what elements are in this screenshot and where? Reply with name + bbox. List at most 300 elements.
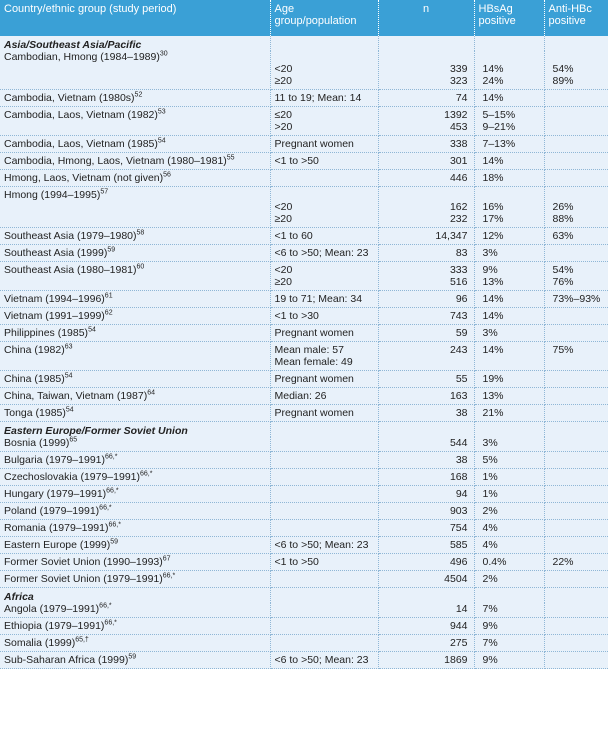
- reference-number: 63: [64, 343, 73, 351]
- group-cell: [0, 51, 270, 90]
- antihbc-cell: [544, 308, 608, 325]
- table-row: [0, 245, 608, 262]
- age-cell-value: 19 to 71; Mean: 34: [274, 293, 363, 305]
- reference-number: 66,*: [106, 487, 119, 495]
- group-cell: [0, 469, 270, 486]
- reference-number: 66,*: [140, 470, 153, 478]
- age-cell: [270, 405, 378, 422]
- section-label: Eastern Europe/Former Soviet Union: [0, 422, 270, 438]
- hbsag-cell-value: 5%: [482, 454, 498, 466]
- hbsag-cell: [474, 486, 544, 503]
- n-cell-value: 232: [449, 213, 468, 225]
- group-name: Cambodia, Vietnam (1980s): [4, 92, 135, 104]
- antihbc-cell: [544, 170, 608, 187]
- hbsag-cell: [474, 388, 544, 405]
- n-cell-value: 338: [449, 138, 468, 150]
- n-cell: [378, 554, 474, 571]
- antihbc-cell: [544, 635, 608, 652]
- hbsag-cell-value: 4%: [482, 522, 498, 534]
- n-cell: [378, 388, 474, 405]
- reference-number: 52: [134, 91, 143, 99]
- antihbc-cell: [544, 245, 608, 262]
- table-row: [0, 291, 608, 308]
- n-cell: [378, 228, 474, 245]
- age-cell: [270, 469, 378, 486]
- group-name: Czechoslovakia (1979–1991): [4, 471, 141, 483]
- group-cell: [0, 342, 270, 371]
- age-cell: [270, 308, 378, 325]
- antihbc-cell-value: 63%: [552, 230, 574, 242]
- n-cell: [378, 308, 474, 325]
- hbsag-cell-value: 24%: [482, 75, 504, 87]
- header-antihbc: Anti-HBc positive: [544, 0, 608, 36]
- n-cell: [378, 371, 474, 388]
- group-name: Vietnam (1991–1999): [4, 310, 105, 322]
- reference-number: 66,*: [108, 521, 121, 529]
- n-cell: [378, 325, 474, 342]
- group-name: Southeast Asia (1979–1980): [4, 230, 137, 242]
- n-cell-value: 243: [449, 344, 468, 356]
- hbsag-cell: [474, 245, 544, 262]
- table-row: [0, 371, 608, 388]
- antihbc-cell: [544, 603, 608, 618]
- reference-number: 67: [162, 555, 171, 563]
- antihbc-cell: [544, 437, 608, 452]
- reference-number: 30: [159, 50, 168, 58]
- hbsag-cell-value: 1%: [482, 471, 498, 483]
- hbsag-cell: [474, 342, 544, 371]
- group-cell: [0, 486, 270, 503]
- n-cell-value: 446: [449, 172, 468, 184]
- age-cell-value: <6 to >50; Mean: 23: [274, 539, 369, 551]
- age-cell: [270, 170, 378, 187]
- age-cell-value: <6 to >50; Mean: 23: [274, 247, 369, 259]
- hbsag-cell-value: 14%: [482, 310, 504, 322]
- age-cell: [270, 520, 378, 537]
- table-row: [0, 618, 608, 635]
- n-cell: [378, 90, 474, 107]
- group-name: Hmong (1994–1995): [4, 189, 101, 201]
- hbsag-cell: [474, 571, 544, 588]
- section-europe: [0, 422, 608, 438]
- hbsag-cell: [474, 187, 544, 228]
- age-cell: [270, 291, 378, 308]
- n-cell-value: 339: [449, 63, 468, 75]
- group-cell: [0, 603, 270, 618]
- n-cell-value: 903: [449, 505, 468, 517]
- antihbc-cell: [544, 469, 608, 486]
- age-cell: [270, 571, 378, 588]
- group-cell: [0, 537, 270, 554]
- antihbc-cell: [544, 388, 608, 405]
- n-cell: [378, 405, 474, 422]
- age-cell-value: <20: [274, 264, 293, 276]
- age-cell-value: <20: [274, 63, 293, 75]
- group-cell: [0, 291, 270, 308]
- reference-number: 65: [69, 436, 78, 444]
- n-cell-value: 544: [449, 437, 468, 449]
- hbsag-cell-value: 9%: [482, 654, 498, 666]
- n-cell: [378, 291, 474, 308]
- reference-number: 61: [104, 292, 113, 300]
- hbsag-cell-value: 17%: [482, 213, 504, 225]
- table-row: [0, 388, 608, 405]
- n-cell-value: 585: [449, 539, 468, 551]
- hbsag-cell-value: 13%: [482, 390, 504, 402]
- antihbc-cell: [544, 136, 608, 153]
- age-cell-value: Pregnant women: [274, 327, 354, 339]
- group-cell: [0, 571, 270, 588]
- age-cell: [270, 452, 378, 469]
- antihbc-cell-value: 26%: [552, 201, 574, 213]
- n-cell-value: 516: [449, 276, 468, 288]
- hbsag-cell: [474, 652, 544, 669]
- table-row: [0, 469, 608, 486]
- group-cell: [0, 308, 270, 325]
- group-cell: [0, 405, 270, 422]
- hbsag-cell-value: 3%: [482, 247, 498, 259]
- group-cell: [0, 187, 270, 228]
- table-row: [0, 187, 608, 228]
- hbsag-cell-value: 14%: [482, 63, 504, 75]
- reference-number: 59: [107, 246, 116, 254]
- antihbc-cell-value: 73%–93%: [552, 293, 601, 305]
- n-cell-value: 743: [449, 310, 468, 322]
- hbsag-cell: [474, 503, 544, 520]
- n-cell-value: 83: [455, 247, 468, 259]
- header-hbsag: HBsAg positive: [474, 0, 544, 36]
- hbsag-cell-value: 14%: [482, 293, 504, 305]
- age-cell: [270, 228, 378, 245]
- age-cell-value: Pregnant women: [274, 138, 354, 150]
- table-row: [0, 571, 608, 588]
- age-cell: [270, 90, 378, 107]
- hbsag-cell-value: 4%: [482, 539, 498, 551]
- age-cell: [270, 537, 378, 554]
- age-cell: [270, 342, 378, 371]
- reference-number: 54: [88, 326, 96, 334]
- n-cell-value: 1392: [444, 109, 468, 121]
- hbsag-cell: [474, 170, 544, 187]
- group-name: Bosnia (1999): [4, 437, 70, 449]
- group-cell: [0, 90, 270, 107]
- age-cell-value: Pregnant women: [274, 373, 354, 385]
- reference-number: 60: [136, 263, 145, 271]
- n-cell: [378, 136, 474, 153]
- table-row: [0, 452, 608, 469]
- n-cell-value: 4504: [444, 573, 468, 585]
- age-cell-value: ≤20: [274, 109, 292, 121]
- n-cell-value: 301: [449, 155, 468, 167]
- table-row: [0, 90, 608, 107]
- age-cell-value: ≥20: [274, 276, 292, 288]
- group-cell: [0, 652, 270, 669]
- table-row: [0, 486, 608, 503]
- age-cell-value: ≥20: [274, 75, 292, 87]
- antihbc-cell: [544, 153, 608, 170]
- reference-number: 64: [147, 389, 155, 397]
- hbsag-cell-value: 13%: [482, 276, 504, 288]
- n-cell-value: 59: [455, 327, 468, 339]
- age-cell: [270, 388, 378, 405]
- hbsag-cell: [474, 153, 544, 170]
- group-cell: [0, 136, 270, 153]
- antihbc-cell: [544, 486, 608, 503]
- hbsag-cell: [474, 452, 544, 469]
- antihbc-cell-value: 54%: [552, 264, 574, 276]
- n-cell: [378, 520, 474, 537]
- group-name: Former Soviet Union (1979–1991): [4, 573, 163, 585]
- hbsag-cell-value: 3%: [482, 327, 498, 339]
- reference-number: 66,*: [105, 453, 118, 461]
- age-cell-value: Mean female: 49: [274, 356, 353, 368]
- age-cell-value: <6 to >50; Mean: 23: [274, 654, 369, 666]
- group-cell: [0, 618, 270, 635]
- age-cell: [270, 136, 378, 153]
- group-cell: [0, 153, 270, 170]
- hbsag-cell-value: 12%: [482, 230, 504, 242]
- group-name: Vietnam (1994–1996): [4, 293, 105, 305]
- age-cell-value: Median: 26: [274, 390, 327, 402]
- n-cell: [378, 262, 474, 291]
- table-row: [0, 405, 608, 422]
- reference-number: 54: [65, 406, 74, 414]
- age-cell-value: <1 to >50: [274, 155, 319, 167]
- hbsag-cell: [474, 437, 544, 452]
- hbsag-cell: [474, 618, 544, 635]
- table-row: [0, 635, 608, 652]
- group-name: Romania (1979–1991): [4, 522, 109, 534]
- table-row: [0, 51, 608, 90]
- section-asia: [0, 36, 608, 51]
- n-cell: [378, 635, 474, 652]
- age-cell: [270, 652, 378, 669]
- reference-number: 59: [128, 653, 137, 661]
- antihbc-cell: [544, 571, 608, 588]
- group-name: China, Taiwan, Vietnam (1987): [4, 390, 148, 402]
- n-cell: [378, 537, 474, 554]
- age-cell-value: <1 to 60: [274, 230, 313, 242]
- age-cell: [270, 635, 378, 652]
- header-row: [0, 0, 608, 36]
- table-body: [0, 36, 608, 669]
- group-name: Cambodia, Laos, Vietnam (1982): [4, 109, 158, 121]
- age-cell: [270, 618, 378, 635]
- n-cell: [378, 107, 474, 136]
- antihbc-cell: [544, 342, 608, 371]
- n-cell-value: 38: [455, 407, 468, 419]
- n-cell-value: 74: [455, 92, 468, 104]
- hbsag-cell: [474, 537, 544, 554]
- n-cell: [378, 153, 474, 170]
- n-cell: [378, 51, 474, 90]
- group-cell: [0, 325, 270, 342]
- age-cell: [270, 187, 378, 228]
- age-cell: [270, 51, 378, 90]
- group-name: Southeast Asia (1999): [4, 247, 108, 259]
- age-cell: [270, 437, 378, 452]
- table-row: [0, 437, 608, 452]
- age-cell: [270, 554, 378, 571]
- antihbc-cell: [544, 325, 608, 342]
- antihbc-cell: [544, 537, 608, 554]
- n-cell: [378, 486, 474, 503]
- n-cell: [378, 469, 474, 486]
- n-cell-value: 163: [449, 390, 468, 402]
- group-cell: [0, 452, 270, 469]
- hbsag-cell-value: 9%: [482, 620, 498, 632]
- hbsag-cell-value: 14%: [482, 92, 504, 104]
- antihbc-cell: [544, 187, 608, 228]
- hbsag-cell: [474, 262, 544, 291]
- group-name: Cambodia, Hmong, Laos, Vietnam (1980–1981): [4, 155, 227, 167]
- antihbc-cell-value: 88%: [552, 213, 574, 225]
- antihbc-cell-value: 22%: [552, 556, 574, 568]
- n-cell-value: 333: [449, 264, 468, 276]
- n-cell-value: 496: [449, 556, 468, 568]
- hbsag-cell-value: 7–13%: [482, 138, 516, 150]
- antihbc-cell: [544, 452, 608, 469]
- section-africa: [0, 588, 608, 604]
- group-cell: [0, 245, 270, 262]
- table-row: [0, 170, 608, 187]
- table-row: [0, 107, 608, 136]
- hbsag-cell-value: 7%: [482, 637, 498, 649]
- reference-number: 65,†: [75, 636, 89, 644]
- n-cell-value: 1869: [444, 654, 468, 666]
- group-name: Poland (1979–1991): [4, 505, 100, 517]
- table-row: [0, 603, 608, 618]
- group-cell: [0, 371, 270, 388]
- hbsag-cell-value: 2%: [482, 573, 498, 585]
- group-name: Somalia (1999): [4, 637, 76, 649]
- hbsag-cell-value: 18%: [482, 172, 504, 184]
- hbsag-cell-value: 3%: [482, 437, 498, 449]
- n-cell: [378, 187, 474, 228]
- n-cell-value: 275: [449, 637, 468, 649]
- hbsag-cell-value: 21%: [482, 407, 504, 419]
- n-cell: [378, 170, 474, 187]
- n-cell-value: 453: [449, 121, 468, 133]
- antihbc-cell: [544, 520, 608, 537]
- hbsag-cell-value: 9%: [482, 264, 498, 276]
- table-row: [0, 136, 608, 153]
- age-cell-value: Pregnant women: [274, 407, 354, 419]
- n-cell: [378, 452, 474, 469]
- group-cell: [0, 107, 270, 136]
- antihbc-cell-value: 76%: [552, 276, 574, 288]
- antihbc-cell: [544, 51, 608, 90]
- group-name: China (1982): [4, 344, 65, 356]
- header-n: n: [378, 0, 474, 36]
- n-cell-value: 754: [449, 522, 468, 534]
- antihbc-cell: [544, 291, 608, 308]
- n-cell-value: 168: [449, 471, 468, 483]
- group-name: Sub-Saharan Africa (1999): [4, 654, 129, 666]
- group-name: China (1985): [4, 373, 65, 385]
- group-cell: [0, 520, 270, 537]
- n-cell-value: 323: [449, 75, 468, 87]
- age-cell-value: >20: [274, 121, 293, 133]
- hbsag-cell: [474, 520, 544, 537]
- age-cell-value: 11 to 19; Mean: 14: [274, 92, 362, 104]
- age-cell-value: <1 to >30: [274, 310, 319, 322]
- antihbc-cell: [544, 228, 608, 245]
- group-name: Philippines (1985): [4, 327, 89, 339]
- group-cell: [0, 262, 270, 291]
- n-cell: [378, 245, 474, 262]
- group-cell: [0, 635, 270, 652]
- hbsag-cell: [474, 469, 544, 486]
- group-name: Tonga (1985): [4, 407, 66, 419]
- n-cell-value: 94: [455, 488, 468, 500]
- group-name: Hmong, Laos, Vietnam (not given): [4, 172, 164, 184]
- group-name: Hungary (1979–1991): [4, 488, 107, 500]
- age-cell: [270, 153, 378, 170]
- hbsag-cell: [474, 405, 544, 422]
- age-cell: [270, 262, 378, 291]
- reference-number: 66,*: [104, 619, 117, 627]
- antihbc-cell: [544, 371, 608, 388]
- table-row: [0, 652, 608, 669]
- group-cell: [0, 228, 270, 245]
- n-cell: [378, 503, 474, 520]
- age-cell: [270, 371, 378, 388]
- reference-number: 53: [157, 108, 166, 116]
- reference-number: 56: [163, 171, 171, 179]
- reference-number: 66,*: [162, 572, 176, 580]
- reference-number: 55: [226, 154, 235, 162]
- table-row: [0, 262, 608, 291]
- table-row: [0, 554, 608, 571]
- table-row: [0, 325, 608, 342]
- table-row: [0, 520, 608, 537]
- n-cell-value: 38: [455, 454, 468, 466]
- hbsag-cell: [474, 308, 544, 325]
- n-cell-value: 944: [449, 620, 468, 632]
- reference-number: 57: [100, 188, 109, 196]
- section-label: Africa: [0, 588, 270, 604]
- group-cell: [0, 388, 270, 405]
- hbsag-cell: [474, 325, 544, 342]
- reference-number: 62: [104, 309, 113, 317]
- antihbc-cell: [544, 554, 608, 571]
- n-cell: [378, 342, 474, 371]
- group-cell: [0, 170, 270, 187]
- age-cell-value: <1 to >50: [274, 556, 319, 568]
- n-cell-value: 96: [455, 293, 468, 305]
- age-cell: [270, 245, 378, 262]
- antihbc-cell: [544, 262, 608, 291]
- group-name: Eastern Europe (1999): [4, 539, 111, 551]
- hbsag-cell: [474, 371, 544, 388]
- antihbc-cell: [544, 107, 608, 136]
- hbsag-cell: [474, 554, 544, 571]
- n-cell-value: 14: [455, 603, 468, 615]
- group-name: Former Soviet Union (1990–1993): [4, 556, 163, 568]
- antihbc-cell: [544, 618, 608, 635]
- reference-number: 59: [110, 538, 119, 546]
- age-cell: [270, 486, 378, 503]
- section-label: Asia/Southeast Asia/Pacific: [0, 36, 270, 51]
- hbsag-cell-value: 19%: [482, 373, 504, 385]
- reference-number: 54: [157, 137, 166, 145]
- age-cell: [270, 107, 378, 136]
- age-cell: [270, 603, 378, 618]
- group-name: Angola (1979–1991): [4, 603, 100, 615]
- age-cell-value: <20: [274, 201, 293, 213]
- group-cell: [0, 554, 270, 571]
